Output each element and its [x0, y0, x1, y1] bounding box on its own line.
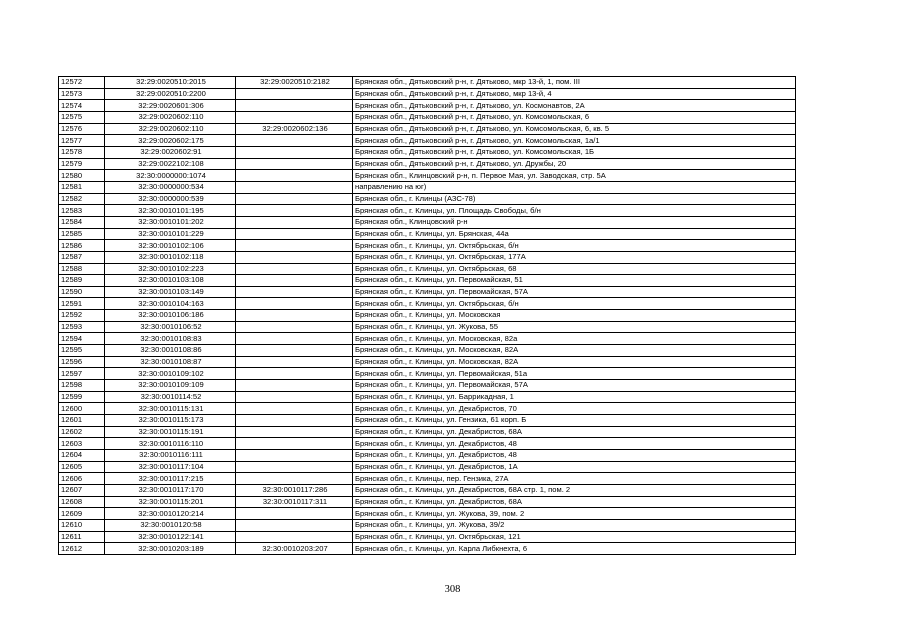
address-cell: Брянская обл., Дятьковский р-н, г. Дятьково, мкр 13-й, 1, пом. III [353, 77, 796, 89]
table-row [59, 473, 796, 485]
table-row [59, 415, 796, 427]
address-cell: Брянская обл., г. Клинцы, ул. Октябрьская, 177А [353, 251, 796, 263]
parent-cadastral-number-cell [236, 450, 353, 462]
cadastral-number-cell: 32:30:0010109:109 [105, 380, 236, 392]
address-cell: Брянская обл., Клинцовский р-н, п. Первое Мая, ул. Заводская, стр. 5А [353, 170, 796, 182]
row-number-cell: 12609 [59, 508, 105, 520]
cadastral-number-cell: 32:30:0010116:110 [105, 438, 236, 450]
parent-cadastral-number-cell [236, 228, 353, 240]
table-row [59, 100, 796, 112]
address-cell: Брянская обл., г. Клинцы, ул. Первомайская, 51 [353, 275, 796, 287]
address-cell: Брянская обл., Дятьковский р-н, г. Дятьково, ул. Комсомольская, 1а/1 [353, 135, 796, 147]
row-number-cell: 12599 [59, 391, 105, 403]
row-number-cell: 12597 [59, 368, 105, 380]
address-cell: Брянская обл., г. Клинцы, ул. Декабристов, 48 [353, 438, 796, 450]
parent-cadastral-number-cell [236, 461, 353, 473]
cadastral-number-cell: 32:30:0010120:58 [105, 519, 236, 531]
cadastral-number-cell: 32:29:0020510:2015 [105, 77, 236, 89]
row-number-cell: 12574 [59, 100, 105, 112]
address-cell: Брянская обл., Дятьковский р-н, г. Дятьково, ул. Комсомольская, 6 [353, 111, 796, 123]
parent-cadastral-number-cell [236, 100, 353, 112]
table-row [59, 356, 796, 368]
parent-cadastral-number-cell [236, 205, 353, 217]
cadastral-number-cell: 32:30:0010106:52 [105, 321, 236, 333]
row-number-cell: 12586 [59, 240, 105, 252]
cadastral-number-cell: 32:29:0020601:306 [105, 100, 236, 112]
cadastral-number-cell: 32:29:0020602:110 [105, 111, 236, 123]
address-cell: Брянская обл., г. Клинцы, ул. Жукова, 39/2 [353, 519, 796, 531]
cadastral-number-cell: 32:30:0010115:191 [105, 426, 236, 438]
parent-cadastral-number-cell [236, 88, 353, 100]
table-row [59, 146, 796, 158]
parent-cadastral-number-cell: 32:30:0010117:311 [236, 496, 353, 508]
parent-cadastral-number-cell [236, 356, 353, 368]
table-row [59, 345, 796, 357]
address-cell: Брянская обл., г. Клинцы, ул. Октябрьская, б/н [353, 240, 796, 252]
table-row [59, 391, 796, 403]
cadastral-number-cell: 32:30:0010116:111 [105, 450, 236, 462]
parent-cadastral-number-cell [236, 216, 353, 228]
row-number-cell: 12593 [59, 321, 105, 333]
row-number-cell: 12576 [59, 123, 105, 135]
address-cell: Брянская обл., г. Клинцы, ул. Московская, 82А [353, 356, 796, 368]
row-number-cell: 12591 [59, 298, 105, 310]
address-cell: Брянская обл., г. Клинцы, ул. Площадь Свободы, б/н [353, 205, 796, 217]
cadastral-number-cell: 32:30:0010103:149 [105, 286, 236, 298]
table-row [59, 275, 796, 287]
cadastral-number-cell: 32:30:0010108:86 [105, 345, 236, 357]
table-row [59, 310, 796, 322]
cadastral-number-cell: 32:30:0010122:141 [105, 531, 236, 543]
table-row [59, 450, 796, 462]
address-cell: Брянская обл., г. Клинцы, ул. Декабристов, 48 [353, 450, 796, 462]
address-cell: Брянская обл., г. Клинцы, ул. Гензика, 61 корп. Б [353, 415, 796, 427]
parent-cadastral-number-cell [236, 111, 353, 123]
table-row [59, 543, 796, 555]
cadastral-number-cell: 32:30:0010102:118 [105, 251, 236, 263]
address-cell: Брянская обл., г. Клинцы, ул. Октябрьская, 68 [353, 263, 796, 275]
parent-cadastral-number-cell [236, 310, 353, 322]
cadastral-number-cell: 32:30:0010108:83 [105, 333, 236, 345]
address-cell: Брянская обл., Дятьковский р-н, г. Дятьково, ул. Дружбы, 20 [353, 158, 796, 170]
cadastral-number-cell: 32:30:0010101:229 [105, 228, 236, 240]
cadastral-number-cell: 32:29:0022102:108 [105, 158, 236, 170]
row-number-cell: 12581 [59, 181, 105, 193]
parent-cadastral-number-cell [236, 170, 353, 182]
address-cell: Брянская обл., Дятьковский р-н, г. Дятьково, ул. Комсомольская, 6, кв. 5 [353, 123, 796, 135]
cadastral-number-cell: 32:29:0020602:91 [105, 146, 236, 158]
table-row [59, 403, 796, 415]
parent-cadastral-number-cell [236, 321, 353, 333]
row-number-cell: 12589 [59, 275, 105, 287]
row-number-cell: 12580 [59, 170, 105, 182]
parent-cadastral-number-cell [236, 426, 353, 438]
parent-cadastral-number-cell [236, 368, 353, 380]
row-number-cell: 12608 [59, 496, 105, 508]
cadastral-number-cell: 32:30:0010109:102 [105, 368, 236, 380]
cadastral-number-cell: 32:30:0010101:195 [105, 205, 236, 217]
table-row [59, 531, 796, 543]
row-number-cell: 12598 [59, 380, 105, 392]
page-number: 308 [444, 584, 461, 595]
address-cell: Брянская обл., г. Клинцы, ул. Декабристов, 68А [353, 496, 796, 508]
table-row [59, 181, 796, 193]
table-row [59, 286, 796, 298]
table-row [59, 193, 796, 205]
table-row [59, 123, 796, 135]
table-row [59, 496, 796, 508]
row-number-cell: 12573 [59, 88, 105, 100]
parent-cadastral-number-cell: 32:30:0010117:286 [236, 484, 353, 496]
cadastral-number-cell: 32:30:0010115:131 [105, 403, 236, 415]
address-cell: Брянская обл., г. Клинцы, ул. Декабристов, 70 [353, 403, 796, 415]
parent-cadastral-number-cell [236, 298, 353, 310]
table-row [59, 88, 796, 100]
cadastral-number-cell: 32:30:0010108:87 [105, 356, 236, 368]
address-cell: Брянская обл., г. Клинцы, ул. Декабристов, 68А [353, 426, 796, 438]
cadastral-number-cell: 32:29:0020602:175 [105, 135, 236, 147]
row-number-cell: 12612 [59, 543, 105, 555]
row-number-cell: 12575 [59, 111, 105, 123]
parent-cadastral-number-cell [236, 181, 353, 193]
parent-cadastral-number-cell [236, 403, 353, 415]
address-cell: Брянская обл., г. Клинцы, пер. Гензика, 27А [353, 473, 796, 485]
parent-cadastral-number-cell [236, 193, 353, 205]
table-row [59, 298, 796, 310]
table-row [59, 240, 796, 252]
cadastral-number-cell: 32:30:0010115:201 [105, 496, 236, 508]
row-number-cell: 12577 [59, 135, 105, 147]
parent-cadastral-number-cell [236, 135, 353, 147]
row-number-cell: 12600 [59, 403, 105, 415]
address-cell: Брянская обл., Дятьковский р-н, г. Дятьково, мкр 13-й, 4 [353, 88, 796, 100]
registry-table-body [59, 77, 796, 555]
row-number-cell: 12590 [59, 286, 105, 298]
row-number-cell: 12587 [59, 251, 105, 263]
address-cell: Брянская обл., г. Клинцы, ул. Московская, 82А [353, 345, 796, 357]
parent-cadastral-number-cell [236, 508, 353, 520]
cadastral-number-cell: 32:30:0010101:202 [105, 216, 236, 228]
cadastral-number-cell: 32:30:0010104:163 [105, 298, 236, 310]
row-number-cell: 12606 [59, 473, 105, 485]
parent-cadastral-number-cell: 32:29:0020602:136 [236, 123, 353, 135]
row-number-cell: 12578 [59, 146, 105, 158]
parent-cadastral-number-cell [236, 333, 353, 345]
row-number-cell: 12605 [59, 461, 105, 473]
cadastral-number-cell: 32:30:0010102:106 [105, 240, 236, 252]
table-row [59, 321, 796, 333]
address-cell: Брянская обл., г. Клинцы, ул. Октябрьская, б/н [353, 298, 796, 310]
cadastral-number-cell: 32:30:0010115:173 [105, 415, 236, 427]
parent-cadastral-number-cell [236, 263, 353, 275]
table-row [59, 438, 796, 450]
row-number-cell: 12610 [59, 519, 105, 531]
cadastral-number-cell: 32:29:0020510:2200 [105, 88, 236, 100]
row-number-cell: 12588 [59, 263, 105, 275]
table-row [59, 426, 796, 438]
table-row [59, 368, 796, 380]
parent-cadastral-number-cell [236, 438, 353, 450]
parent-cadastral-number-cell [236, 519, 353, 531]
table-row [59, 228, 796, 240]
table-row [59, 508, 796, 520]
address-cell: Брянская обл., г. Клинцы, ул. Жукова, 55 [353, 321, 796, 333]
row-number-cell: 12607 [59, 484, 105, 496]
address-cell: Брянская обл., г. Клинцы, ул. Баррикадная, 1 [353, 391, 796, 403]
cadastral-number-cell: 32:30:0010102:223 [105, 263, 236, 275]
table-row [59, 135, 796, 147]
parent-cadastral-number-cell [236, 251, 353, 263]
table-row [59, 77, 796, 89]
table-row [59, 251, 796, 263]
address-cell: Брянская обл., г. Клинцы, ул. Декабристов, 68А стр. 1, пом. 2 [353, 484, 796, 496]
address-cell: Брянская обл., Дятьковский р-н, г. Дятьково, ул. Космонавтов, 2А [353, 100, 796, 112]
address-cell: Брянская обл., г. Клинцы, ул. Первомайская, 51а [353, 368, 796, 380]
cadastral-number-cell: 32:30:0010117:104 [105, 461, 236, 473]
address-cell: Брянская обл., г. Клинцы, ул. Первомайская, 57А [353, 380, 796, 392]
parent-cadastral-number-cell [236, 286, 353, 298]
parent-cadastral-number-cell [236, 391, 353, 403]
address-cell: Брянская обл., г. Клинцы, ул. Карла Либкнехта, 6 [353, 543, 796, 555]
address-cell: Брянская обл., г. Клинцы, ул. Брянская, 44а [353, 228, 796, 240]
cadastral-number-cell: 32:30:0010114:52 [105, 391, 236, 403]
row-number-cell: 12572 [59, 77, 105, 89]
row-number-cell: 12604 [59, 450, 105, 462]
table-row [59, 263, 796, 275]
parent-cadastral-number-cell [236, 473, 353, 485]
address-cell: Брянская обл., г. Клинцы, ул. Октябрьская, 121 [353, 531, 796, 543]
parent-cadastral-number-cell [236, 380, 353, 392]
address-cell: Брянская обл., Дятьковский р-н, г. Дятьково, ул. Комсомольская, 1Б [353, 146, 796, 158]
parent-cadastral-number-cell [236, 158, 353, 170]
row-number-cell: 12603 [59, 438, 105, 450]
parent-cadastral-number-cell [236, 345, 353, 357]
table-row [59, 158, 796, 170]
parent-cadastral-number-cell: 32:30:0010203:207 [236, 543, 353, 555]
cadastral-number-cell: 32:30:0010106:186 [105, 310, 236, 322]
row-number-cell: 12602 [59, 426, 105, 438]
address-cell: Брянская обл., г. Клинцы, ул. Первомайская, 57А [353, 286, 796, 298]
row-number-cell: 12595 [59, 345, 105, 357]
row-number-cell: 12582 [59, 193, 105, 205]
table-row [59, 111, 796, 123]
address-cell: Брянская обл., Клинцовский р-н [353, 216, 796, 228]
parent-cadastral-number-cell [236, 531, 353, 543]
row-number-cell: 12585 [59, 228, 105, 240]
parent-cadastral-number-cell: 32:29:0020510:2182 [236, 77, 353, 89]
row-number-cell: 12611 [59, 531, 105, 543]
cadastral-number-cell: 32:30:0000000:1074 [105, 170, 236, 182]
table-row [59, 380, 796, 392]
row-number-cell: 12579 [59, 158, 105, 170]
address-cell: Брянская обл., г. Клинцы, ул. Декабристов, 1А [353, 461, 796, 473]
table-row [59, 333, 796, 345]
row-number-cell: 12596 [59, 356, 105, 368]
cadastral-number-cell: 32:30:0010117:170 [105, 484, 236, 496]
address-cell: Брянская обл., г. Клинцы, ул. Жукова, 39, пом. 2 [353, 508, 796, 520]
row-number-cell: 12594 [59, 333, 105, 345]
table-row [59, 484, 796, 496]
table-row [59, 170, 796, 182]
row-number-cell: 12592 [59, 310, 105, 322]
address-cell: Брянская обл., г. Клинцы, ул. Московская [353, 310, 796, 322]
row-number-cell: 12583 [59, 205, 105, 217]
table-row [59, 461, 796, 473]
registry-table [58, 76, 796, 555]
row-number-cell: 12584 [59, 216, 105, 228]
cadastral-number-cell: 32:30:0000000:534 [105, 181, 236, 193]
cadastral-number-cell: 32:30:0010203:189 [105, 543, 236, 555]
cadastral-number-cell: 32:30:0010117:215 [105, 473, 236, 485]
parent-cadastral-number-cell [236, 275, 353, 287]
table-row [59, 519, 796, 531]
table-row [59, 216, 796, 228]
row-number-cell: 12601 [59, 415, 105, 427]
parent-cadastral-number-cell [236, 240, 353, 252]
cadastral-number-cell: 32:30:0000000:539 [105, 193, 236, 205]
address-cell: направлению на юг) [353, 181, 796, 193]
cadastral-number-cell: 32:30:0010103:108 [105, 275, 236, 287]
parent-cadastral-number-cell [236, 146, 353, 158]
parent-cadastral-number-cell [236, 415, 353, 427]
table-row [59, 205, 796, 217]
cadastral-number-cell: 32:29:0020602:110 [105, 123, 236, 135]
cadastral-number-cell: 32:30:0010120:214 [105, 508, 236, 520]
address-cell: Брянская обл., г. Клинцы (АЗС-78) [353, 193, 796, 205]
address-cell: Брянская обл., г. Клинцы, ул. Московская, 82а [353, 333, 796, 345]
